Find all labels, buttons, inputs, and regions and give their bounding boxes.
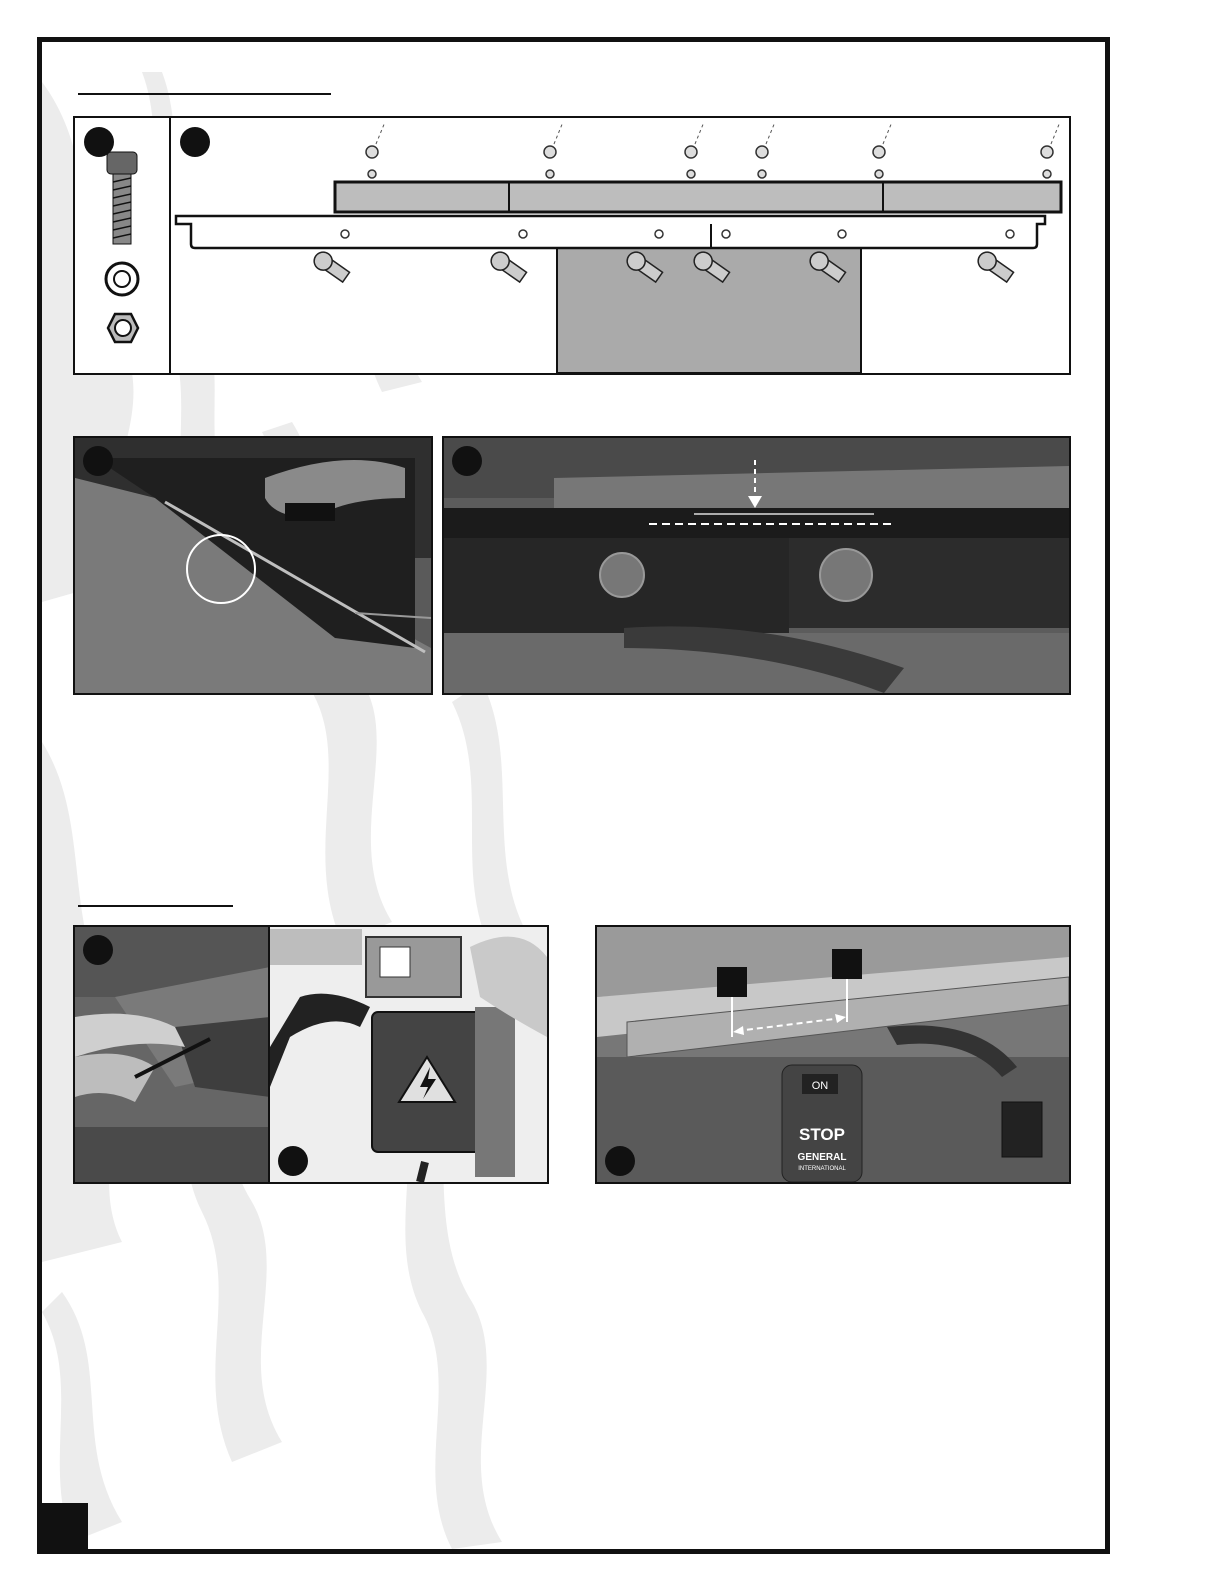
- figure-rail-alignment-photo: [442, 436, 1071, 695]
- hex-nut-icon: [108, 314, 138, 342]
- saw-front-illustration: [597, 927, 1069, 1182]
- figure-table-edge-photo: [73, 436, 433, 695]
- top-nuts: [366, 146, 1053, 178]
- marker-a: [717, 967, 747, 997]
- rail-alignment-illustration: [444, 438, 1069, 693]
- figure-hardware-assembly: [73, 116, 1071, 375]
- section-heading-rule-2: [78, 905, 233, 907]
- hardware-assembly-diagram: [75, 118, 1069, 373]
- screwdriver-illustration: [75, 927, 270, 1182]
- switch-on-label: ON: [811, 1080, 829, 1092]
- marker-b: [832, 949, 862, 979]
- step-badge-photo-2: [452, 446, 482, 476]
- step-badge-photo-3: [83, 935, 113, 965]
- section-heading-rule-1: [78, 93, 331, 95]
- switch-box-illustration: [270, 927, 547, 1182]
- figure-switch-box-photo: [268, 925, 549, 1184]
- brand-label: GENERAL: [797, 1152, 847, 1163]
- brand-sub-label: INTERNATIONAL: [798, 1166, 846, 1172]
- step-badge-photo-1: [83, 446, 113, 476]
- figure-saw-front-photo: [595, 925, 1071, 1184]
- step-badge-photo-4: [278, 1146, 308, 1176]
- table-edge-illustration: [75, 438, 431, 693]
- switch-stop-label: STOP: [799, 1125, 845, 1144]
- lock-washer-icon: [106, 263, 138, 295]
- figure-screwdriver-photo: [73, 925, 272, 1184]
- page-number-tab: [42, 1503, 88, 1549]
- page-frame: [37, 37, 1110, 1554]
- step-badge-photo-5: [605, 1146, 635, 1176]
- step-badge-b: [180, 127, 210, 157]
- hex-head-bolt-icon: [107, 152, 137, 244]
